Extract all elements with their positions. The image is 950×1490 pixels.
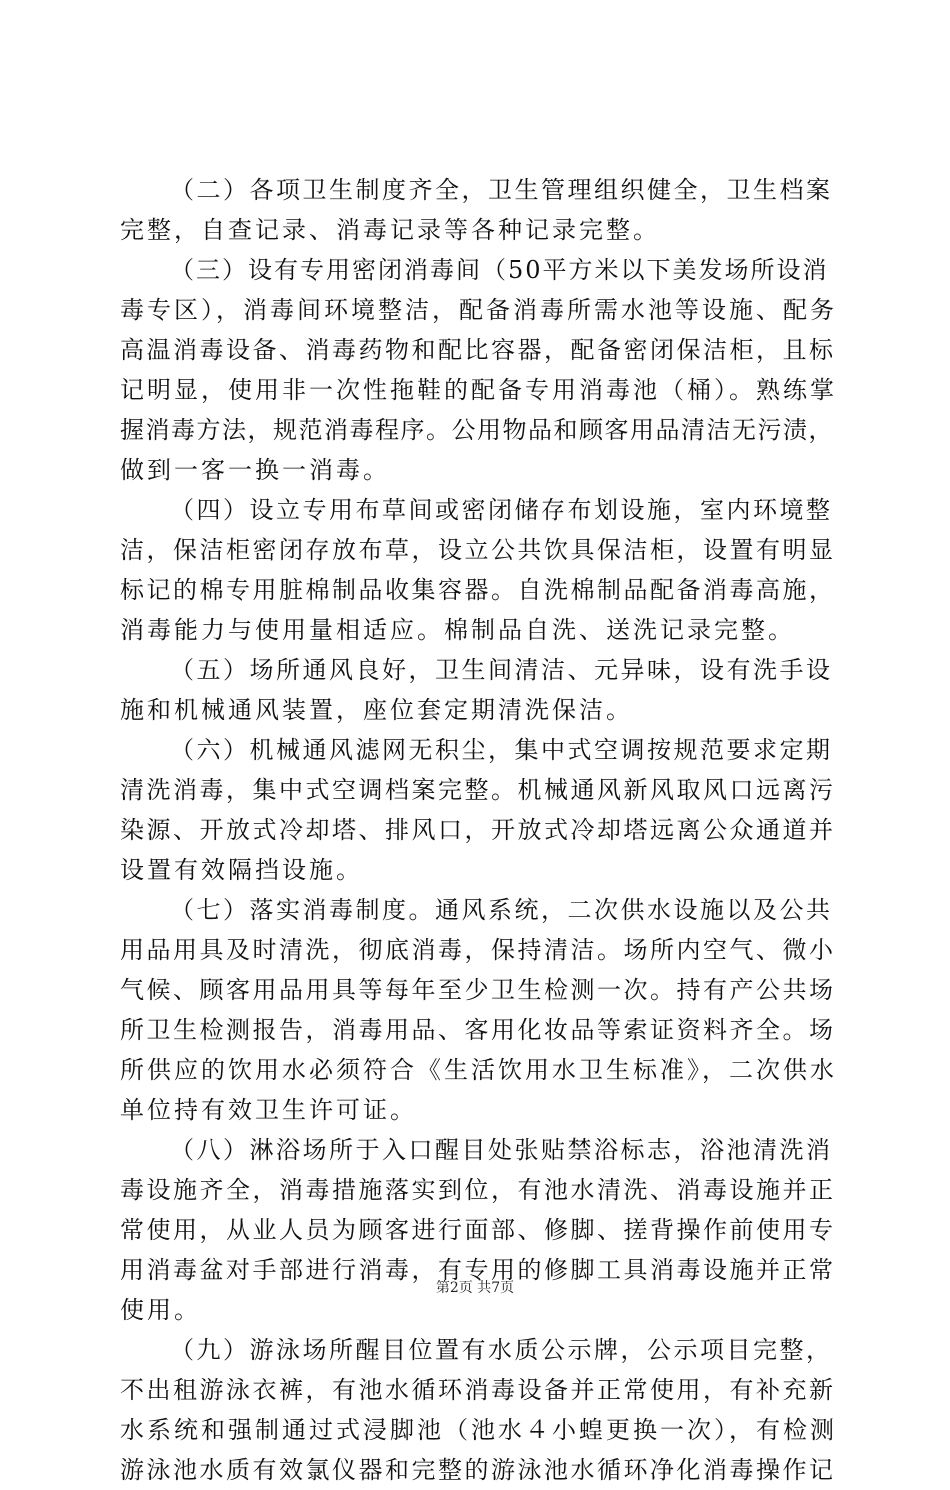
text-line: 气候、顾客用品用具等每年至少卫生检测一次。持有产公共场	[120, 976, 836, 1004]
text-line: 设置有效隔挡设施。	[120, 856, 363, 884]
text-line: （六）机械通风滤网无积尘，集中式空调按规范要求定期	[170, 736, 833, 764]
text-line: （四）设立专用布草间或密闭储存布划设施，室内环境整	[170, 496, 833, 524]
text-line: 使用。	[120, 1296, 201, 1324]
text-line: 握消毒方法，规范消毒程序。公用物品和顾客用品清洁无污渍，	[120, 416, 834, 444]
text-line: 标记的棉专用脏棉制品收集容器。自洗棉制品配备消毒高施，	[120, 576, 836, 604]
text-line: 毒专区），消毒间环境整洁，配备消毒所需水池等设施、配务	[120, 296, 837, 324]
text-line: 常使用，从业人员为顾客进行面部、修脚、搓背操作前使用专	[120, 1216, 836, 1244]
text-line: 所供应的饮用水必须符合《生活饮用水卫生标准》，二次供水	[120, 1056, 837, 1084]
text-line: （二）各项卫生制度齐全，卫生管理组织健全，卫生档案	[170, 176, 833, 204]
text-line: （七）落实消毒制度。通风系统，二次供水设施以及公共	[170, 896, 833, 924]
text-line: 清洗消毒，集中式空调档案完整。机械通风新风取风口远离污	[120, 776, 836, 804]
text-line: 洁，保洁柜密闭存放布草，设立公共饮具保洁柜，设置有明显	[120, 536, 836, 564]
text-line: 做到一客一换一消毒。	[120, 456, 390, 484]
text-line: 所卫生检测报告，消毒用品、客用化妆品等索证资料齐全。场	[120, 1016, 836, 1044]
text-line: （三）设有专用密闭消毒间（50平方米以下美发场所设消	[170, 256, 829, 284]
text-line: 高温消毒设备、消毒药物和配比容器，配备密闭保洁柜，且标	[120, 336, 836, 364]
text-line: 游泳池水质有效氯仪器和完整的游泳池水循环净化消毒操作记	[120, 1456, 836, 1484]
text-line: 单位持有效卫生许可证。	[120, 1096, 417, 1124]
page-footer: 第2页 共7页	[435, 1280, 515, 1296]
text-line: 消毒能力与使用量相适应。棉制品自洗、送洗记录完整。	[120, 616, 795, 644]
text-line: 用品用具及时清洗，彻底消毒，保持清洁。场所内空气、微小	[120, 936, 836, 964]
text-line: 记明显，使用非一次性拖鞋的配备专用消毒池（桶）。熟练掌	[120, 376, 837, 404]
text-line: 染源、开放式冷却塔、排风口，开放式冷却塔远离公众通道并	[120, 816, 836, 844]
text-line: 施和机械通风装置，座位套定期清洗保洁。	[120, 696, 633, 724]
text-line: 完整，自查记录、消毒记录等各种记录完整。	[120, 216, 660, 244]
text-line: （八）淋浴场所于入口醒目处张贴禁浴标志，浴池清洗消	[170, 1136, 833, 1164]
text-line: 用消毒盆对手部进行消毒，有专用的修脚工具消毒设施并正常	[120, 1256, 836, 1284]
text-line: （五）场所通风良好，卫生间清洁、元异味，设有洗手设	[170, 656, 833, 684]
text-line: 不出租游泳衣裤，有池水循环消毒设备并正常使用，有补充新	[120, 1376, 836, 1404]
text-line: 水系统和强制通过式浸脚池（池水４小蝗更换一次），有检测	[120, 1416, 837, 1444]
text-line: 毒设施齐全，消毒措施落实到位，有池水清洗、消毒设施并正	[120, 1176, 836, 1204]
text-line: （九）游泳场所醒目位置有水质公示牌，公示项目完整，	[170, 1336, 833, 1364]
